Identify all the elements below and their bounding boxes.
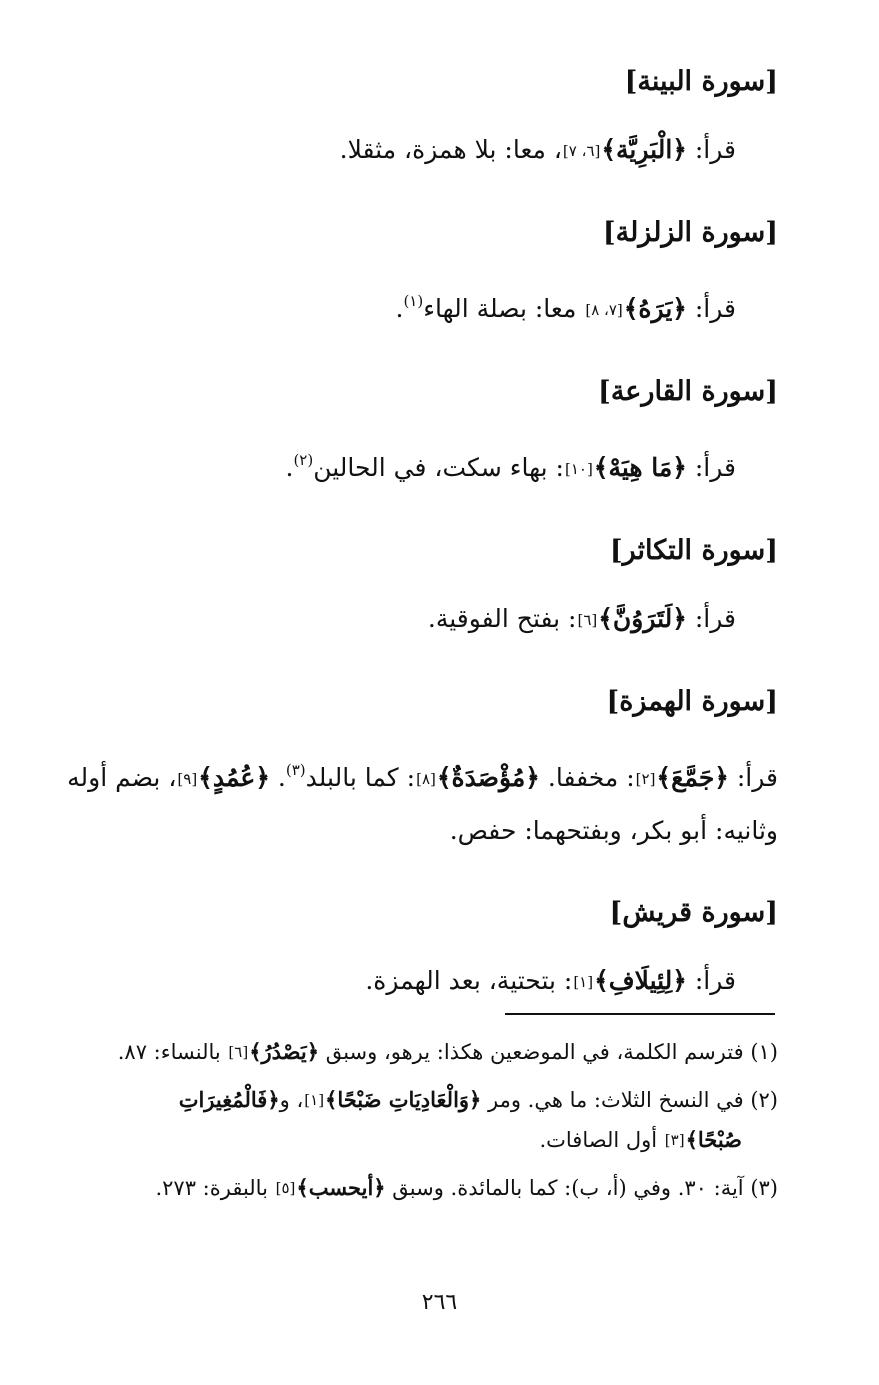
quran-word: ﴿يَرَهُ﴾ [623,294,687,323]
verse-ref: [٨] [416,770,436,788]
section-line [48,744,778,857]
verse-ref: [١٠] [564,460,593,478]
line-text: : كما بالبلد [305,763,416,792]
line-text: : بتحتية، بعد الهمزة. [365,966,573,995]
section-line [48,124,778,177]
section-heading: [سورة البينة] [624,66,778,97]
footnote-line [48,1080,778,1120]
verse-ref: [٦] [577,611,598,629]
section-az-zalzala [48,211,778,336]
line-prefix: قرأ: [686,294,736,323]
section-line [48,434,778,495]
line-end: . [395,294,404,323]
line-prefix: قرأ: [686,135,736,164]
footnote-text: آية: ٣٠. وفي (أ، ب): كما بالمائدة. وسبق [385,1176,751,1200]
line-text: ، معا: بلا همزة، مثقلا. [339,135,562,164]
line-text: : بهاء سكت، في الحالين [313,453,564,482]
footnote-text: ، و [279,1088,304,1112]
quran-word: ﴿لِئِيلَافِ﴾ [594,966,687,995]
line-text: : بفتح الفوقية. [427,604,577,633]
line-text: معا: بصلة الهاء [423,294,585,323]
footnote-text: فترسم الكلمة، في الموضعين هكذا: يرهو، وسبق [319,1040,751,1064]
line-end: . [285,453,294,482]
verse-ref: [١] [573,973,594,991]
footnotes [48,1032,778,1216]
line-text: ، بضم أوله وثانيه: أبو بكر، وبفتحهما: حفص. [67,763,778,845]
verse-ref: [٦، ٧] [562,142,601,160]
section-al-qaria [48,370,778,495]
quran-word: ﴿عُمُدٍ﴾ [198,763,270,792]
footnote-marker: (٢) [293,451,314,469]
section-quraysh [48,891,778,1008]
footnote-continuation [48,1120,778,1160]
section-heading: [سورة الهمزة] [606,686,778,717]
line-prefix: قرأ: [686,453,736,482]
footnote-3 [48,1168,778,1208]
page-number: ٢٦٦ [421,1290,458,1315]
footnote-text: بالنساء: ٨٧. [117,1040,228,1064]
footnote-number: (١) [750,1040,778,1064]
footnote-text: أول الصافات. [539,1128,664,1152]
section-heading: [سورة الزلزلة] [602,217,778,248]
line-prefix: قرأ: [686,966,736,995]
verse-ref: [٦] [228,1043,249,1061]
footnote-text: في النسخ الثلاث: ما هي. ومر [481,1088,751,1112]
main-text [48,60,778,1008]
section-heading: [سورة التكاثر] [609,535,778,566]
section-line [48,593,778,646]
section-heading: [سورة القارعة] [598,376,778,407]
footnote-number: (٣) [750,1176,778,1200]
quran-word: ﴿مُؤْصَدَةٌ﴾ [436,763,540,792]
section-line [48,275,778,336]
quran-word: ﴿يَصْدُرُ﴾ [249,1039,320,1064]
quran-word: ﴿الْبَرِيَّة﴾ [601,135,687,164]
line-prefix: قرأ: [728,763,778,792]
quran-word: صُبْحًا﴾ [685,1127,742,1152]
quran-word: ﴿فَالْمُغِيرَاتِ [178,1087,280,1112]
quran-word: ﴿وَالْعَادِيَاتِ ضَبْحًا﴾ [325,1087,482,1112]
line-text: : مخففا. [539,763,635,792]
section-al-bayyina [48,60,778,177]
line-prefix: قرأ: [686,604,736,633]
footnote-1 [48,1032,778,1072]
quran-word: ﴿مَا هِيَهْ﴾ [593,453,687,482]
footnote-separator [505,1013,775,1015]
quran-word: ﴿لَتَرَوُنَّ﴾ [598,604,687,633]
quran-word: ﴿جَمَّعَ﴾ [656,763,729,792]
footnote-marker: (١) [403,292,424,310]
line-text: . [269,763,286,792]
section-heading: [سورة قريش] [609,897,778,928]
quran-word: ﴿أيحسب﴾ [296,1175,386,1200]
section-line [48,955,778,1008]
verse-ref: [٣] [664,1131,685,1149]
verse-ref: [٥] [275,1179,296,1197]
section-al-humaza [48,680,778,857]
verse-ref: [٧، ٨] [585,301,623,319]
section-at-takathur [48,529,778,646]
footnote-marker: (٣) [285,761,306,779]
verse-ref: [٢] [635,770,656,788]
verse-ref: [١] [304,1091,325,1109]
footnote-number: (٢) [750,1088,778,1112]
footnote-text: بالبقرة: ٢٧٣. [155,1176,275,1200]
verse-ref: [٩] [177,770,198,788]
footnote-2 [48,1080,778,1160]
